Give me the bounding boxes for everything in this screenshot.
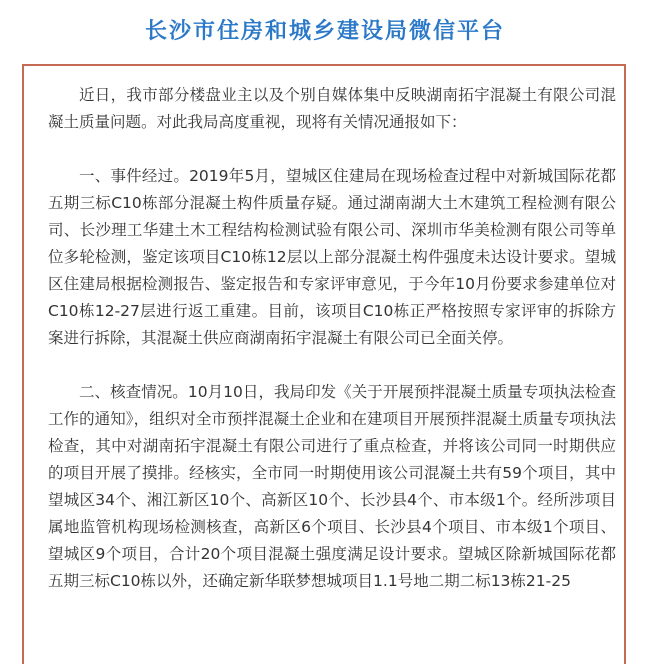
page-title: 长沙市住房和城乡建设局微信平台	[144, 19, 505, 44]
paragraph-event: 一、事件经过。2019年5月，望城区住建局在现场检查过程中对新城国际花都五期三标C10栋部分混凝土构件质量存疑。通过湖南湖大土木建筑工程检测有限公司、长沙理工华建土木工程结构检测试验有限公司、深圳市华美检测有限公司等单位多轮检测，鉴定该项目C10栋12层以上部分混凝土构件强度未达设计要求。望城区住建局根据检测报告、鉴定报告和专家评审意见，于今年10月份要求参建单位对C10栋12-27层进行返工重建。目前，该项目C10栋正严格按照专家评审的拆除方案进行拆除，其混凝土供应商湖南拓宇混凝土有限公司已全面关停。	[48, 167, 616, 347]
paragraph-intro: 近日，我市部分楼盘业主以及个别自媒体集中反映湖南拓宇混凝土有限公司混凝土质量问题。对此我局高度重视，现将有关情况通报如下：	[48, 86, 616, 131]
header	[0, 0, 650, 58]
article-body	[48, 82, 616, 622]
paragraph-inspection: 二、核查情况。10月10日，我局印发《关于开展预拌混凝土质量专项执法检查工作的通知》，组织对全市预拌混凝土企业和在建项目开展预拌混凝土质量专项执法检查，其中对湖南拓宇混凝土有限公司进行了重点检查，并将该公司同一时期供应的项目开展了摸排。经核实，全市同一时期使用该公司混凝土共有59个项目，其中望城区34个、湘江新区10个、高新区10个、长沙县4个、市本级1个。经所涉项目属地监管机构现场检测核查，高新区6个项目、长沙县4个项目、市本级1个项目、望城区9个项目，合计20个项目混凝土强度满足设计要求。望城区除新城国际花都五期三标C10栋以外，还确定新华联梦想城项目1.1号地二期二标13栋21-25	[48, 383, 616, 590]
